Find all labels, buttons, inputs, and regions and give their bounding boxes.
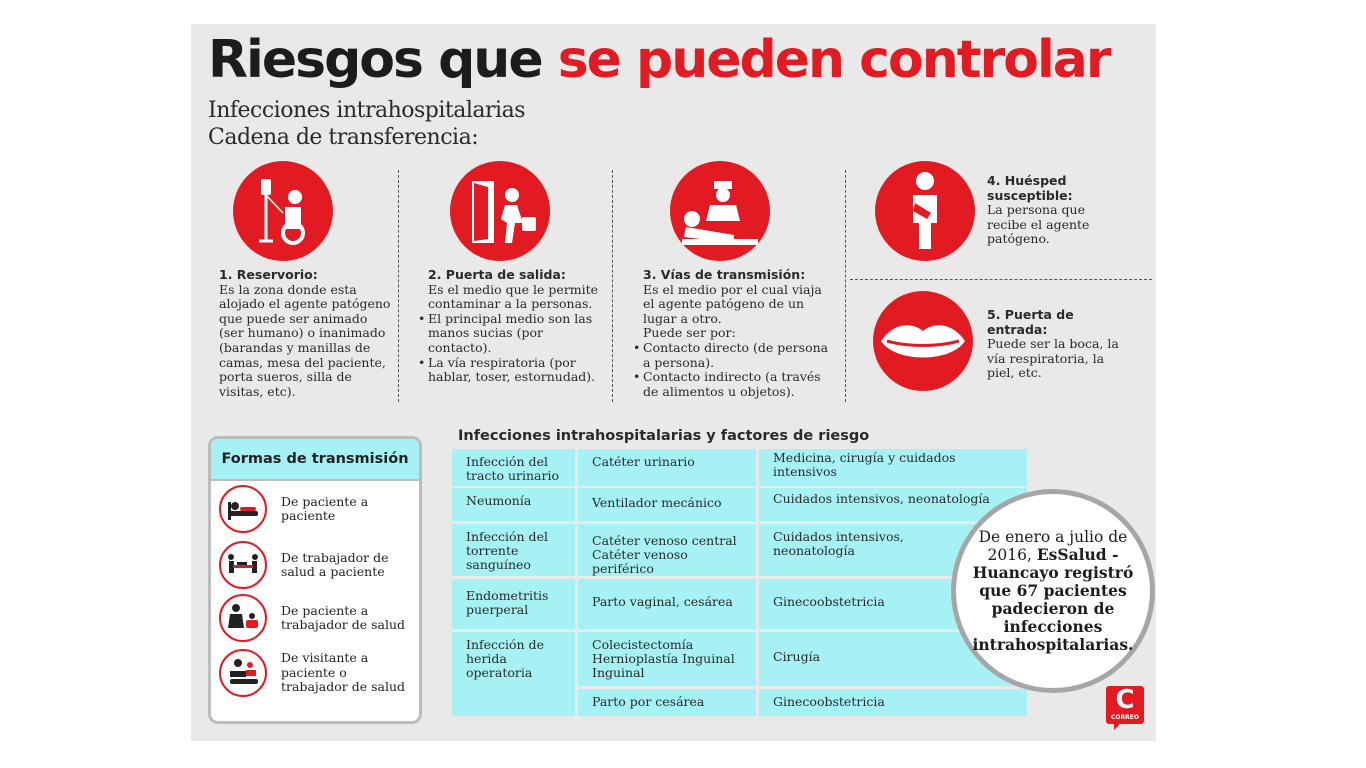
separator bbox=[612, 170, 613, 402]
bullet: • Contacto indirecto (a través de alimentos u objetos). bbox=[633, 370, 833, 399]
table-cell-infection: Infección de herida operatoria bbox=[452, 632, 575, 716]
bullet: • Contacto directo (de persona a persona). bbox=[633, 341, 833, 370]
table-cell-infection: Neumonía bbox=[452, 488, 575, 521]
form-item: De trabajador de salud a paciente bbox=[219, 541, 389, 589]
step-host: 4. Huésped susceptible: La persona que recibe el agente patógeno. bbox=[987, 173, 1090, 247]
nurse-patient-icon bbox=[219, 594, 267, 642]
table-cell-area: Cirugía bbox=[759, 632, 1027, 686]
bullet: • La vía respiratoria (por hablar, toser, estornudad). bbox=[418, 356, 608, 385]
separator bbox=[398, 170, 399, 402]
table-cell-infection: Endometritis puerperal bbox=[452, 579, 575, 629]
transmission-icon bbox=[670, 161, 770, 261]
table-cell-area: Ginecoobstetricia bbox=[759, 579, 1027, 629]
table-cell-factor: Catéter venoso central Catéter venoso periférico bbox=[578, 524, 756, 576]
exit-door-icon bbox=[450, 161, 550, 261]
page-title: Riesgos que se pueden controlar bbox=[208, 30, 1110, 90]
forms-title: Formas de transmisión bbox=[211, 439, 419, 481]
table-cell-factor: Colecistectomía Hernioplastía Inguinal Inguinal bbox=[578, 632, 756, 686]
table-cell-factor: Parto por cesárea bbox=[578, 689, 756, 716]
step-reservoir: 1. Reservorio: Es la zona donde esta alojado el agente patógeno que puede ser animado (ser humano) o inanimado (barandas y manillas de camas, mesa del paciente, porta sueros, silla de visitas, etc). bbox=[219, 267, 391, 399]
table-cell-area: Cuidados intensivos, neonatología bbox=[759, 524, 1027, 576]
step-entry: 5. Puerta de entrada: Puede ser la boca, la vía respiratoria, la piel, etc. bbox=[987, 307, 1119, 381]
correo-logo: C CORREO bbox=[1106, 686, 1144, 724]
table-cell-area: Cuidados intensivos, neonatología bbox=[759, 488, 1027, 521]
visitor-icon bbox=[219, 649, 267, 697]
step-exit-door: 2. Puerta de salida: Es el medio que le permite contaminar a la personas. • El principal medio son las manos sucias (por contacto). • La vía respiratoria (por hablar, toser, estornudad). bbox=[418, 268, 608, 385]
mouth-icon bbox=[873, 291, 973, 391]
separator bbox=[850, 279, 1152, 280]
host-person-icon bbox=[875, 161, 975, 261]
subtitle: Infecciones intrahospitalarias Cadena de transferencia: bbox=[208, 98, 525, 150]
patient-bed-icon bbox=[219, 485, 267, 533]
table-cell-factor: Parto vaginal, cesárea bbox=[578, 579, 756, 629]
form-item: De paciente a paciente bbox=[219, 485, 368, 533]
table-cell-factor: Ventilador mecánico bbox=[578, 488, 756, 521]
statistic-callout: De enero a julio de 2016, EsSalud - Huancayo registró que 67 pacientes padecieron de infecciones intrahospitalarias. bbox=[951, 489, 1155, 693]
form-item: De visitante a paciente o trabajador de salud bbox=[219, 649, 405, 697]
table-cell-infection: Infección del tracto urinario bbox=[452, 449, 575, 486]
table-cell-area: Medicina, cirugía y cuidados intensivos bbox=[759, 449, 1027, 486]
table-title: Infecciones intrahospitalarias y factores de riesgo bbox=[458, 428, 870, 444]
form-item: De paciente a trabajador de salud bbox=[219, 594, 405, 642]
table-cell-infection: Infección del torrente sanguíneo bbox=[452, 524, 575, 576]
separator bbox=[845, 170, 846, 402]
table-cell-factor: Catéter urinario bbox=[578, 449, 756, 486]
bullet: • El principal medio son las manos sucias (por contacto). bbox=[418, 312, 608, 356]
step-transmission: 3. Vías de transmisión: Es el medio por el cual viaja el agente patógeno de un lugar a otro. Puede ser por: • Contacto directo (de persona a persona). • Contacto indirecto (a través de alimentos u objetos). bbox=[633, 268, 833, 399]
table-cell-area: Ginecoobstetricia bbox=[759, 689, 1027, 716]
stretcher-icon bbox=[219, 541, 267, 589]
transmission-forms-box bbox=[208, 436, 422, 724]
reservoir-icon bbox=[233, 161, 333, 261]
